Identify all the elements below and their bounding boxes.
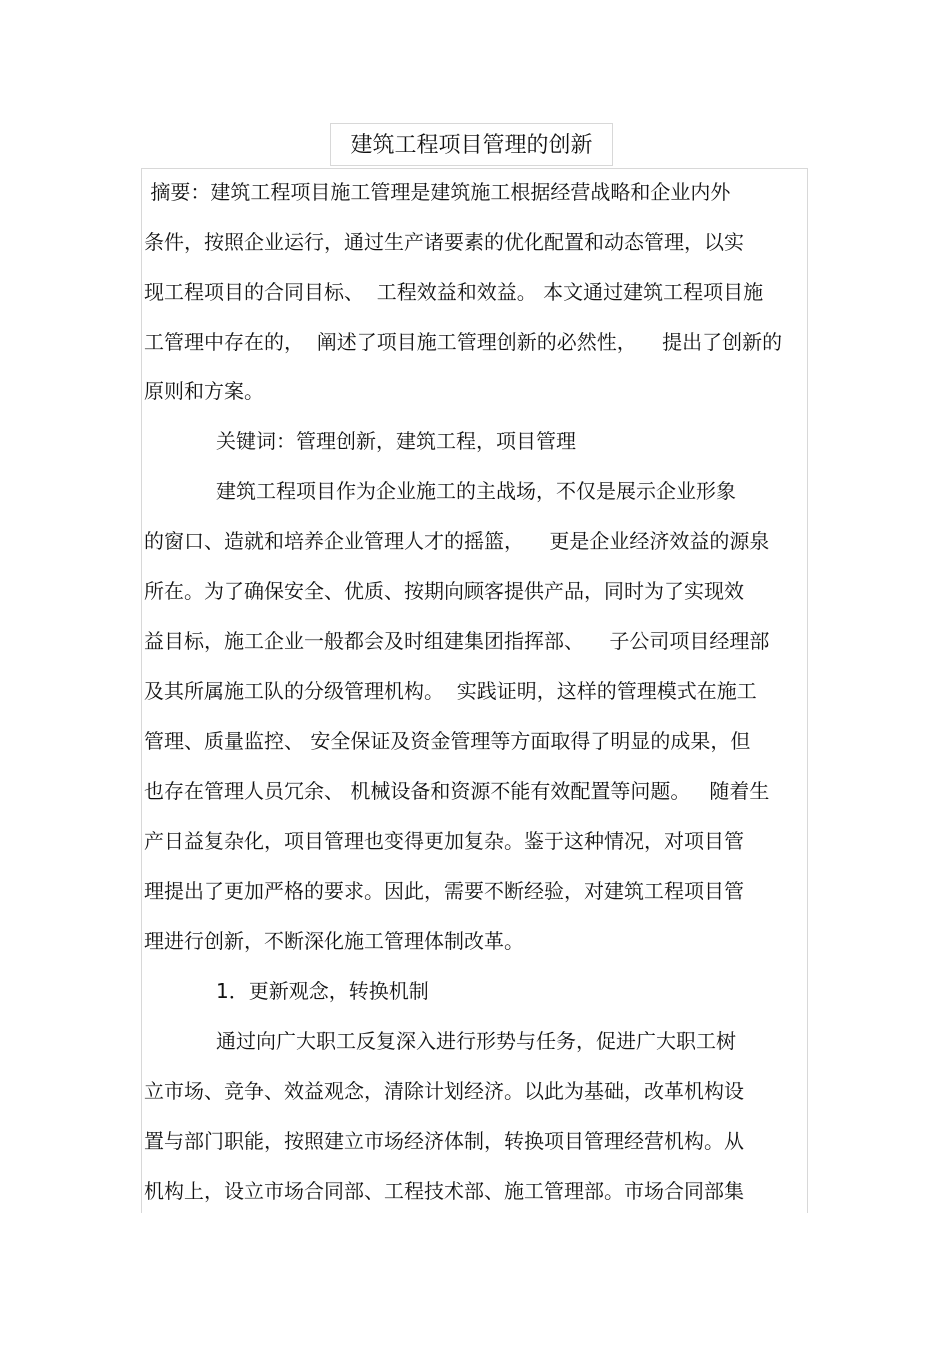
- text-line: 的窗口、造就和培养企业管理人才的摇篮， 更是企业经济效益的源泉: [144, 529, 770, 553]
- text-line: 所在。为了确保安全、优质、按期向顾客提供产品，同时为了实现效: [144, 579, 744, 603]
- text-line: 现工程项目的合同目标、 工程效益和效益。 本文通过建筑工程项目施: [144, 280, 764, 304]
- text-line: 条件，按照企业运行，通过生产诸要素的优化配置和动态管理，以实: [144, 230, 744, 254]
- text-line: 工管理中存在的， 阐述了项目施工管理创新的必然性， 提出了创新的: [144, 330, 783, 354]
- text-line: 立市场、竞争、效益观念，清除计划经济。以此为基础，改革机构设: [144, 1079, 744, 1103]
- text-line: 产日益复杂化，项目管理也变得更加复杂。鉴于这种情况，对项目管: [144, 829, 744, 853]
- text-line: 原则和方案。: [144, 379, 264, 403]
- text-line: 也存在管理人员冗余、 机械设备和资源不能有效配置等问题。 随着生: [144, 779, 770, 803]
- text-line: 及其所属施工队的分级管理机构。 实践证明，这样的管理模式在施工: [144, 679, 757, 703]
- text-line: 置与部门职能，按照建立市场经济体制，转换项目管理经营机构。从: [144, 1129, 744, 1153]
- text-line: 摘要：建筑工程项目施工管理是建筑施工根据经营战略和企业内外: [144, 180, 731, 204]
- text-line: 机构上，设立市场合同部、工程技术部、施工管理部。市场合同部集: [144, 1179, 744, 1203]
- text-line: 理提出了更加严格的要求。因此，需要不断经验，对建筑工程项目管: [144, 879, 744, 903]
- text-line: 益目标，施工企业一般都会及时组建集团指挥部、 子公司项目经理部: [144, 629, 770, 653]
- text-line: 理进行创新，不断深化施工管理体制改革。: [144, 929, 524, 953]
- text-line: 通过向广大职工反复深入进行形势与任务，促进广大职工树: [216, 1029, 736, 1053]
- keywords-line: 关键词：管理创新，建筑工程，项目管理: [216, 429, 576, 453]
- text-line: 建筑工程项目作为企业施工的主战场，不仅是展示企业形象: [216, 479, 736, 503]
- text-line: 管理、质量监控、 安全保证及资金管理等方面取得了明显的成果，但: [144, 729, 751, 753]
- section-heading: 1．更新观念，转换机制: [216, 979, 429, 1003]
- page-title: 建筑工程项目管理的创新: [330, 123, 613, 166]
